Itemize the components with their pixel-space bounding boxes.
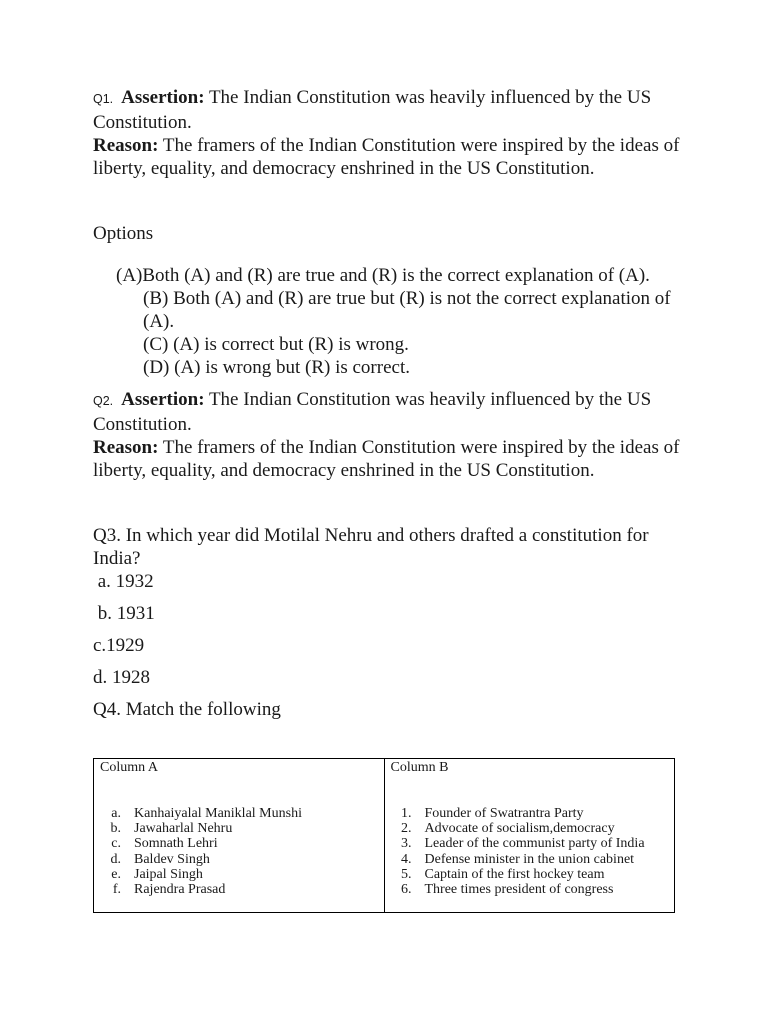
choice-c: c.1929 [93,635,145,656]
list-marker: c. [111,836,121,852]
list-item-text: Three times president of congress [424,882,614,898]
column-b-list [385,806,675,897]
options-list [93,264,683,379]
list-item [94,867,384,882]
question-1-reason-label: Reason: [93,135,159,156]
option-c: (C) (A) is correct but (R) is wrong. [143,334,409,355]
list-item [385,882,675,897]
list-item [385,867,675,882]
question-1-assertion-label: Assertion: [121,87,205,108]
list-item-text: Founder of Swatrantra Party [424,806,584,821]
list-marker: 4. [401,851,412,867]
match-table [93,758,675,913]
list-item-text: Leader of the communist party of India [424,836,645,852]
list-marker: 1. [401,806,412,821]
list-item-text: Defense minister in the union cabinet [424,851,635,867]
list-marker: b. [110,821,121,837]
document-page [93,86,683,721]
list-item-text: Rajendra Prasad [134,882,226,898]
question-2 [93,388,683,436]
question-1 [93,86,683,134]
column-a-cell [94,759,385,913]
choice-a: a. 1932 [93,571,154,592]
list-marker: e. [111,866,121,882]
question-2-number: Q2. [93,394,114,408]
question-3: Q3. In which year did Motilal Nehru and others drafted a constitution for India? [93,525,649,569]
column-a-header: Column A [100,760,158,775]
list-item [385,806,675,821]
option-d: (D) (A) is wrong but (R) is correct. [143,357,410,378]
question-2-assertion-label: Assertion: [121,389,205,410]
question-1-assertion-text: The Indian Constitution was heavily influenced by the US Constitution. [93,87,652,133]
list-item [94,882,384,897]
list-marker: 2. [401,821,412,837]
question-1-reason-text: The framers of the Indian Constitution were inspired by the ideas of liberty, equality, and democracy enshrined in the US Constitution. [93,135,680,179]
question-1-number: Q1. [93,92,114,106]
list-marker: 6. [401,882,412,898]
options-heading: Options [93,223,154,244]
choice-b: b. 1931 [93,603,155,624]
list-item-text: Somnath Lehri [134,836,218,852]
option-b: (B) Both (A) and (R) are true but (R) is not the correct explanation of (A). [143,288,671,332]
list-item [94,852,384,867]
list-marker: 3. [401,836,412,852]
question-2-assertion-text: The Indian Constitution was heavily influenced by the US Constitution. [93,389,652,435]
table-row [94,759,675,913]
column-b-header: Column B [390,760,449,775]
list-item-text: Captain of the first hockey team [424,866,605,882]
list-marker: f. [112,882,121,898]
list-marker: a. [111,806,121,821]
question-4: Q4. Match the following [93,699,281,720]
question-2-reason-text: The framers of the Indian Constitution were inspired by the ideas of liberty, equality, and democracy enshrined in the US Constitution. [93,437,680,481]
question-2-reason-label: Reason: [93,437,159,458]
list-item [385,836,675,851]
list-item-text: Jawaharlal Nehru [134,821,233,837]
column-b-cell [384,759,675,913]
question-2-reason [93,436,683,482]
list-marker: 5. [401,866,412,882]
list-item [385,852,675,867]
column-a-list [94,806,384,897]
question-1-reason [93,134,683,180]
choice-d: d. 1928 [93,667,150,688]
list-item-text: Kanhaiyalal Maniklal Munshi [134,806,302,821]
list-item [385,821,675,836]
option-a: (A)Both (A) and (R) are true and (R) is the correct explanation of (A). [116,265,650,286]
list-item-text: Advocate of socialism,democracy [424,821,615,837]
list-item-text: Jaipal Singh [134,866,203,882]
list-item [94,806,384,821]
list-item-text: Baldev Singh [134,851,210,867]
list-marker: d. [110,851,121,867]
list-item [94,836,384,851]
list-item [94,821,384,836]
